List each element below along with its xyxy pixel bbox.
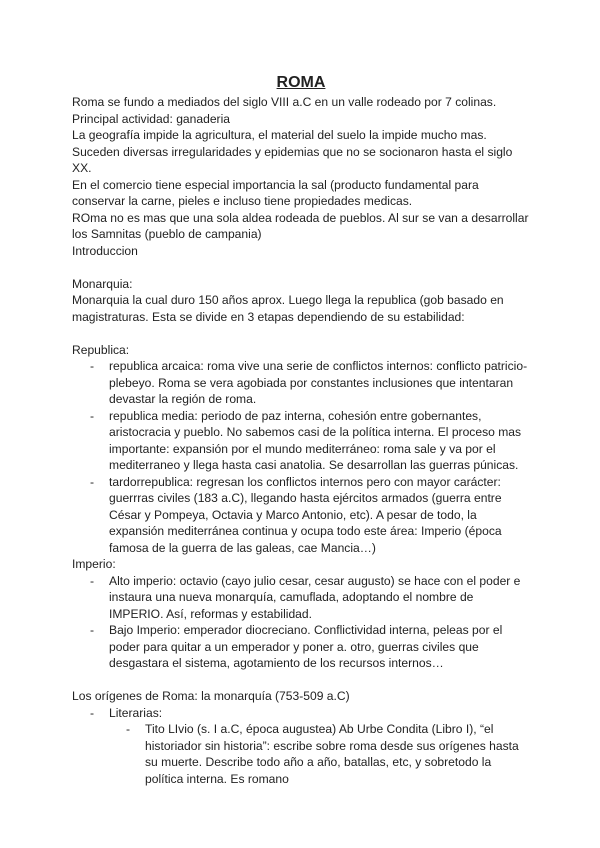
list-item-literarias: - Literarias: [72, 705, 530, 722]
list-item: - Bajo Imperio: emperador diocreciano. Conflictividad interna, peleas por el poder para quitar a un emperador y poner a. otro, guerras civiles que desgastara el sistema, agotamiento de los recursos internos… [72, 622, 530, 672]
list-item: - Alto imperio: octavio (cayo julio cesar, cesar augusto) se hace con el poder e instaura una nueva monarquía, camuflada, adoptando el nombre de IMPERIO. Así, reformas y estabilidad. [72, 573, 530, 623]
list-item: - republica arcaica: roma vive una serie de conflictos internos: conflicto patricio-plebeyo. Roma se vera agobiada por constantes inclusiones que intentaran devastar la región de roma. [72, 358, 530, 408]
list-item: - republica media: periodo de paz interna, cohesión entre gobernantes, aristocracia y pueblo. No sabemos casi de la política interna. El proceso mas importante: expansión por el mundo mediterráneo: roma sale y va por el mediterraneo y llega hasta casi anatolia. Se desarrollan las guerras púnicas. [72, 408, 530, 474]
monarquia-heading: Monarquia: [72, 276, 133, 291]
blank-line [72, 259, 530, 276]
literarias-list [72, 721, 530, 787]
blank-line [72, 672, 530, 689]
intro-paragraph: ROma no es mas que una sola aldea rodeada de pueblos. Al sur se van a desarrollar los Samnitas (pueblo de campania) [72, 210, 529, 241]
origenes-list [72, 705, 530, 722]
list-item: - tardorrepublica: regresan los conflictos internos pero con mayor carácter: guerrras civiles (183 a.C), llegando hasta ejércitos armados (guerra entre César y Pompeya, Octavia y Marco Antonio, etc). A pesar de todo, la expansión mediterránea continua y ocupa todo este área: Imperio (época famosa de la guerra de las galeas, cae Mancia…) [72, 474, 530, 557]
intro-paragraph: En el comercio tiene especial importancia la sal (producto fundamental para conservar la carne, pieles e incluso tiene propiedades medicas. [72, 177, 479, 208]
page-title: ROMA [276, 74, 326, 91]
intro-paragraph: Roma se fundo a mediados del siglo VIII a.C en un valle rodeado por 7 colinas. [72, 95, 497, 109]
intro-paragraph: Introduccion [72, 243, 138, 258]
republica-list [72, 358, 530, 556]
imperio-list [72, 573, 530, 672]
document-body [72, 73, 530, 787]
origenes-heading: Los orígenes de Roma: la monarquía (753-509 a.C) [72, 689, 350, 703]
imperio-heading: Imperio: [72, 557, 116, 571]
intro-paragraph: La geografía impide la agricultura, el material del suelo la impide mucho mas. Suceden diversas irregularidades y epidemias que no se socionaron hasta el siglo XX. [72, 128, 513, 175]
intro-paragraph: Principal actividad: ganaderia [72, 111, 230, 126]
list-item: - Tito LIvio (s. I a.C, época augustea) Ab Urbe Condita (Libro I), “el historiador sin historia”: escribe sobre roma desde sus orígenes hasta su muerte. Describe todo año a año, batallas, etc, y sobretodo la política interna. Es romano [72, 721, 530, 787]
blank-line [72, 325, 530, 342]
monarquia-paragraph: Monarquia la cual duro 150 años aprox. Luego llega la republica (gob basado en magistraturas. Esta se divide en 3 etapas dependiendo de su estabilidad: [72, 293, 504, 324]
republica-heading: Republica: [72, 342, 130, 357]
